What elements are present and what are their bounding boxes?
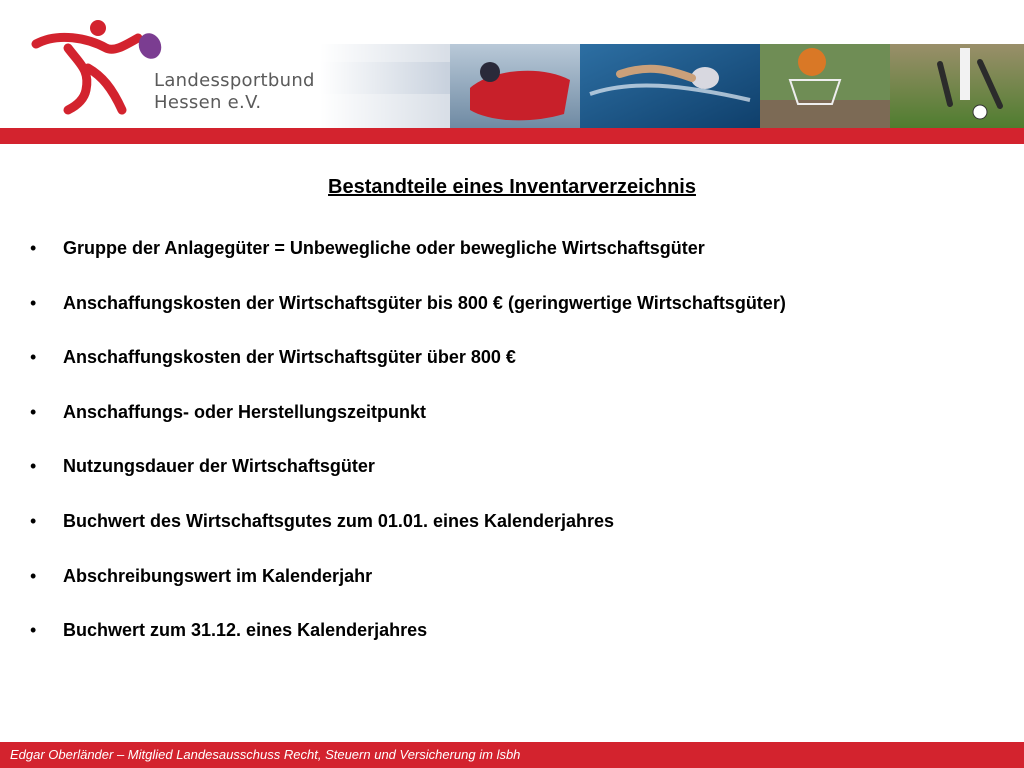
slide-header <box>0 0 1024 148</box>
bullet-item: • Buchwert zum 31.12. eines Kalenderjahres <box>30 618 786 673</box>
slide-title: Bestandteile eines Inventarverzeichnis <box>328 176 696 198</box>
bullet-item: • Anschaffungskosten der Wirtschaftsgüter über 800 € <box>30 345 786 400</box>
bullet-item: • Abschreibungswert im Kalenderjahr <box>30 564 786 619</box>
bullet-item: • Nutzungsdauer der Wirtschaftsgüter <box>30 454 786 509</box>
sports-banner <box>320 44 1024 128</box>
bullet-item: • Gruppe der Anlagegüter = Unbewegliche oder bewegliche Wirtschaftsgüter <box>30 236 786 291</box>
bullet-item: • Anschaffungskosten der Wirtschaftsgüter bis 800 € (geringwertige Wirtschaftsgüter) <box>30 291 786 346</box>
header-divider <box>0 128 1024 144</box>
organization-name <box>154 70 315 114</box>
bullet-list <box>30 236 786 673</box>
org-name-line1: Landessportbund <box>154 70 315 91</box>
slide-footer <box>0 742 1024 768</box>
bullet-item: • Anschaffungs- oder Herstellungszeitpunkt <box>30 400 786 455</box>
org-name-line2: Hessen e.V. <box>154 92 262 113</box>
bullet-item: • Buchwert des Wirtschaftsgutes zum 01.01. eines Kalenderjahres <box>30 509 786 564</box>
footer-text: Edgar Oberländer – Mitglied Landesausschuss Recht, Steuern und Versicherung im lsbh <box>10 747 521 762</box>
